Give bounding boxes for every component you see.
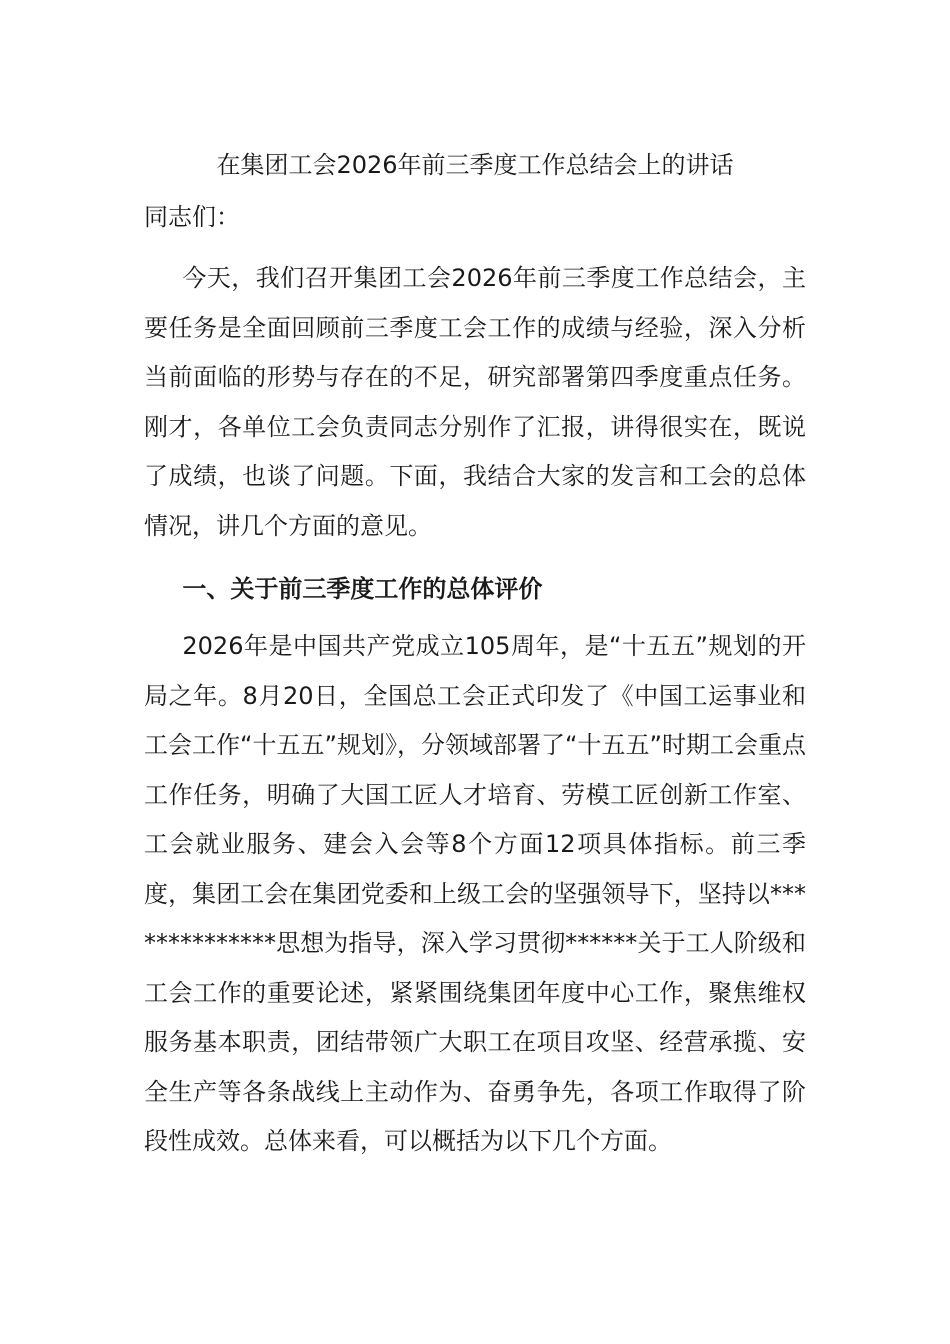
document-body xyxy=(144,140,806,1167)
opening-paragraph: 今天，我们召开集团工会2026年前三季度工作总结会，主要任务是全面回顾前三季度工会工作的成绩与经验，深入分析当前面临的形势与存在的不足，研究部署第四季度重点任务。刚才，各单位工会负责同志分别作了汇报，讲得很实在，既说了成绩，也谈了问题。下面，我结合大家的发言和工会的总体情况，讲几个方面的意见。 xyxy=(144,264,806,540)
section-paragraph: 2026年是中国共产党成立105周年，是“十五五”规划的开局之年。8月20日，全国总工会正式印发了《中国工运事业和工会工作“十五五”规划》，分领域部署了“十五五”时期工会重点工作任务，明确了大国工匠人才培育、劳模工匠创新工作室、工会就业服务、建会入会等8个方面12项具体指标。前三季度，集团工会在集团党委和上级工会的坚强领导下，坚持以**************思想为指导，深入学习贯彻******关于工人阶级和工会工作的重要论述，紧紧围绕集团年度中心工作，聚焦维权服务基本职责，团结带领广大职工在项目攻坚、经营承揽、安全生产等各条战线上主动作为、奋勇争先，各项工作取得了阶段性成效。总体来看，可以概括为以下几个方面。 xyxy=(144,632,806,1155)
document-title: 在集团工会2026年前三季度工作总结会上的讲话 xyxy=(216,151,734,179)
section-heading: 一、关于前三季度工作的总体评价 xyxy=(182,575,543,603)
salutation: 同志们： xyxy=(144,203,240,231)
